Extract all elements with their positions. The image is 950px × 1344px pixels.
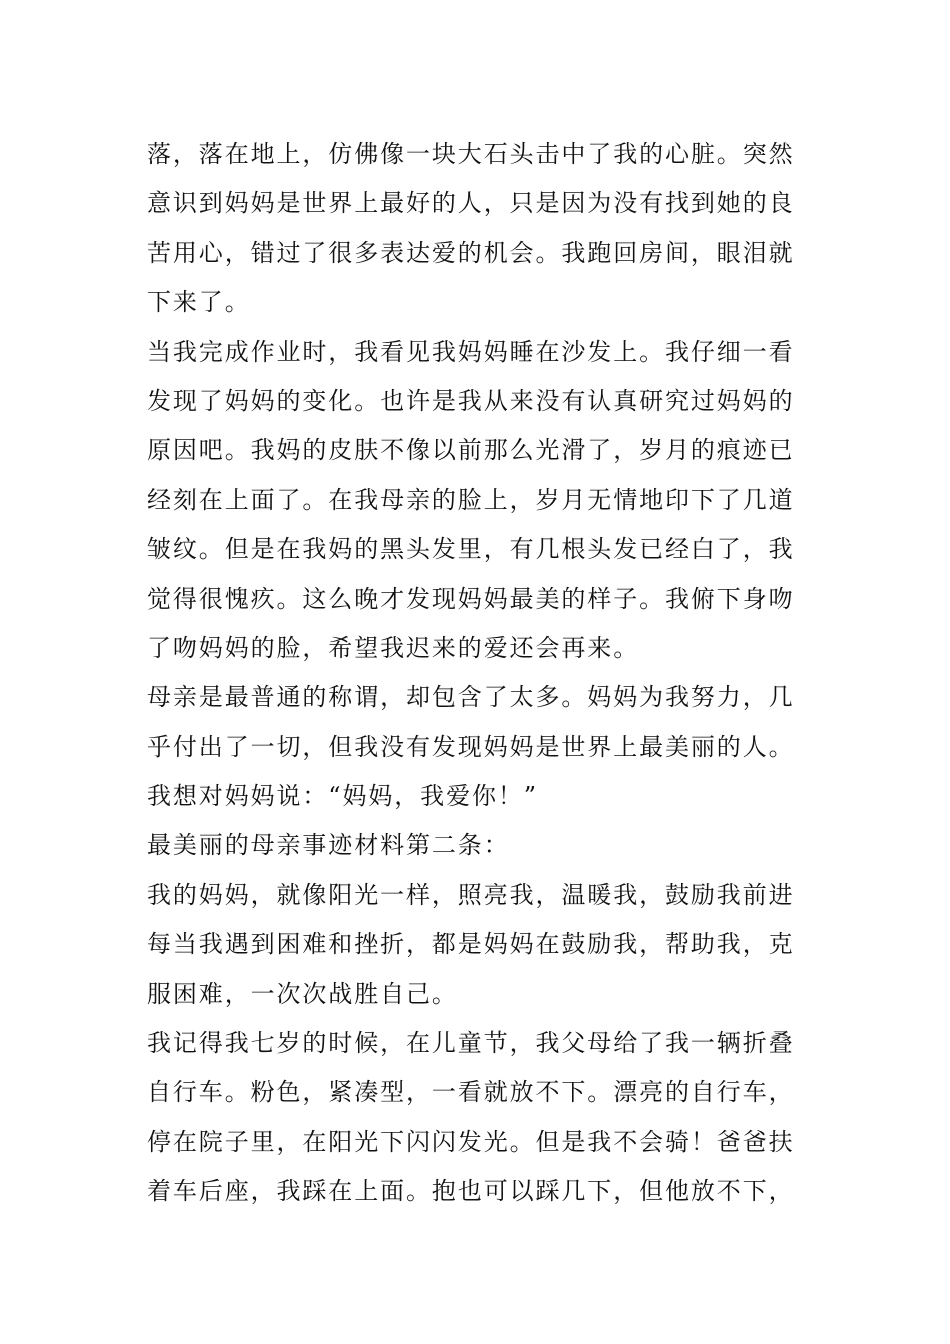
text-line: 经刻在上面了。在我母亲的脸上，岁月无情地印下了几道 <box>147 485 795 514</box>
text-line: 我记得我七岁的时候，在儿童节，我父母给了我一辆折叠 <box>147 1029 795 1058</box>
text-line: 觉得很愧疚。这么晚才发现妈妈最美的样子。我俯下身吻 <box>147 584 795 613</box>
text-line: 自行车。粉色，紧凑型，一看就放不下。漂亮的自行车， <box>147 1078 795 1107</box>
text-line: 发现了妈妈的变化。也许是我从来没有认真研究过妈妈的 <box>147 386 795 415</box>
section-heading: 最美丽的母亲事迹材料第二条： <box>147 831 510 860</box>
text-line: 乎付出了一切，但我没有发现妈妈是世界上最美丽的人。 <box>147 732 795 761</box>
text-line: 苦用心，错过了很多表达爱的机会。我跑回房间，眼泪就 <box>147 238 795 267</box>
text-line: 下来了。 <box>147 288 251 317</box>
text-line: 停在院子里，在阳光下闪闪发光。但是我不会骑！爸爸扶 <box>147 1127 795 1156</box>
text-line: 意识到妈妈是世界上最好的人，只是因为没有找到她的良 <box>147 189 795 218</box>
text-line: 当我完成作业时，我看见我妈妈睡在沙发上。我仔细一看 <box>147 337 795 366</box>
text-line: 落，落在地上，仿佛像一块大石头击中了我的心脏。突然 <box>147 140 795 168</box>
text-line: 母亲是最普通的称谓，却包含了太多。妈妈为我努力，几 <box>147 683 795 712</box>
text-line: 原因吧。我妈的皮肤不像以前那么光滑了，岁月的痕迹已 <box>147 436 795 465</box>
text-line: 皱纹。但是在我妈的黑头发里，有几根头发已经白了，我 <box>147 535 795 564</box>
text-line: 着车后座，我踩在上面。抱也可以踩几下，但他放不下， <box>147 1177 795 1206</box>
text-line: 了吻妈妈的脸，希望我迟来的爱还会再来。 <box>147 633 640 662</box>
text-line: 服困难，一次次战胜自己。 <box>147 979 458 1008</box>
text-line: 我的妈妈，就像阳光一样，照亮我，温暖我，鼓励我前进 <box>147 880 795 909</box>
text-line: 每当我遇到困难和挫折，都是妈妈在鼓励我，帮助我，克 <box>147 930 795 959</box>
text-line: 我想对妈妈说：“妈妈，我爱你！” <box>147 782 538 811</box>
body-text <box>147 130 817 1217</box>
